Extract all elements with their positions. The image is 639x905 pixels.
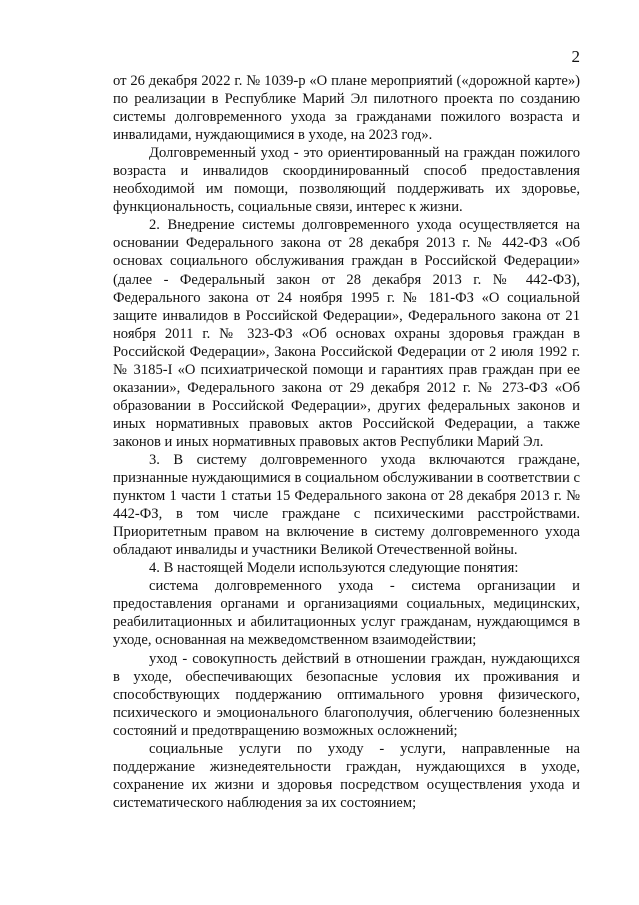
paragraph-item-3-inclusion: 3. В систему долговременного ухода включаются граждане, признанные нуждающимися в социальном обслуживании в соответствии с пунктом 1 части 1 статьи 15 Федерального закона от 28 декабря 2013 г. № 442-ФЗ, в том числе граждане с психическими расстройствами. Приоритетным правом на включение в систему долговременного ухода обладают инвалиды и участники Великой Отечественной войны. (113, 451, 580, 559)
document-body (113, 72, 580, 812)
paragraph-item-4-terms: 4. В настоящей Модели используются следующие понятия: (149, 560, 519, 577)
page-number: 2 (571, 47, 580, 66)
paragraph-term-system: система долговременного ухода - система организации и предоставления органами и организациями социальных, медицинских, реабилитационных и абилитационных услуг гражданам, нуждающимся в уходе, основанная на межведомственном взаимодействии; (113, 578, 580, 649)
paragraph-definition-long-term-care: Долговременный уход - это ориентированный на граждан пожилого возраста и инвалидов скоординированный способ предоставления необходимой им помощи, позволяющий поддерживать их здоровье, функциональность, социальные связи, интерес к жизни. (113, 145, 580, 216)
paragraph-order-reference: от 26 декабря 2022 г. № 1039-р «О плане мероприятий («дорожной карте») по реализации в Республике Марий Эл пилотного проекта по созданию системы долговременного ухода за гражданами пожилого возраста и инвалидами, нуждающимися в уходе, на 2023 год». (113, 73, 580, 144)
paragraph-term-care: уход - совокупность действий в отношении граждан, нуждающихся в уходе, обеспечивающих безопасные условия их проживания и способствующих поддержанию оптимального уровня физического, психического и эмоционального благополучия, облегчению болезненных состояний и предотвращению возможных осложнений; (113, 650, 580, 739)
paragraph-item-2-legal-basis: 2. Внедрение системы долговременного ухода осуществляется на основании Федерального закона от 28 декабря 2013 г. № 442-ФЗ «Об основах социального обслуживания граждан в Российской Федерации» (далее - Федеральный закон от 28 декабря 2013 г. № 442-ФЗ), Федерального закона от 24 ноября 1995 г. № 181-ФЗ «О социальной защите инвалидов в Российской Федерации», Федерального закона от 21 ноября 2011 г. № 323-ФЗ «Об основах охраны здоровья граждан в Российской Федерации», Закона Российской Федерации от 2 июля 1992 г. № 3185-I «О психиатрической помощи и гарантиях прав граждан при ее оказании», Федерального закона от 29 декабря 2012 г. № 273-ФЗ «Об образовании в Российской Федерации», других федеральных законов и иных нормативных правовых актов Российской Федерации, а также законов и иных нормативных правовых актов Республики Марий Эл. (113, 217, 580, 450)
paragraph-term-social-services: социальные услуги по уходу - услуги, направленные на поддержание жизнедеятельности граждан, нуждающихся в уходе, сохранение их жизни и здоровья посредством осуществления ухода и систематического наблюдения за их состоянием; (113, 740, 580, 811)
